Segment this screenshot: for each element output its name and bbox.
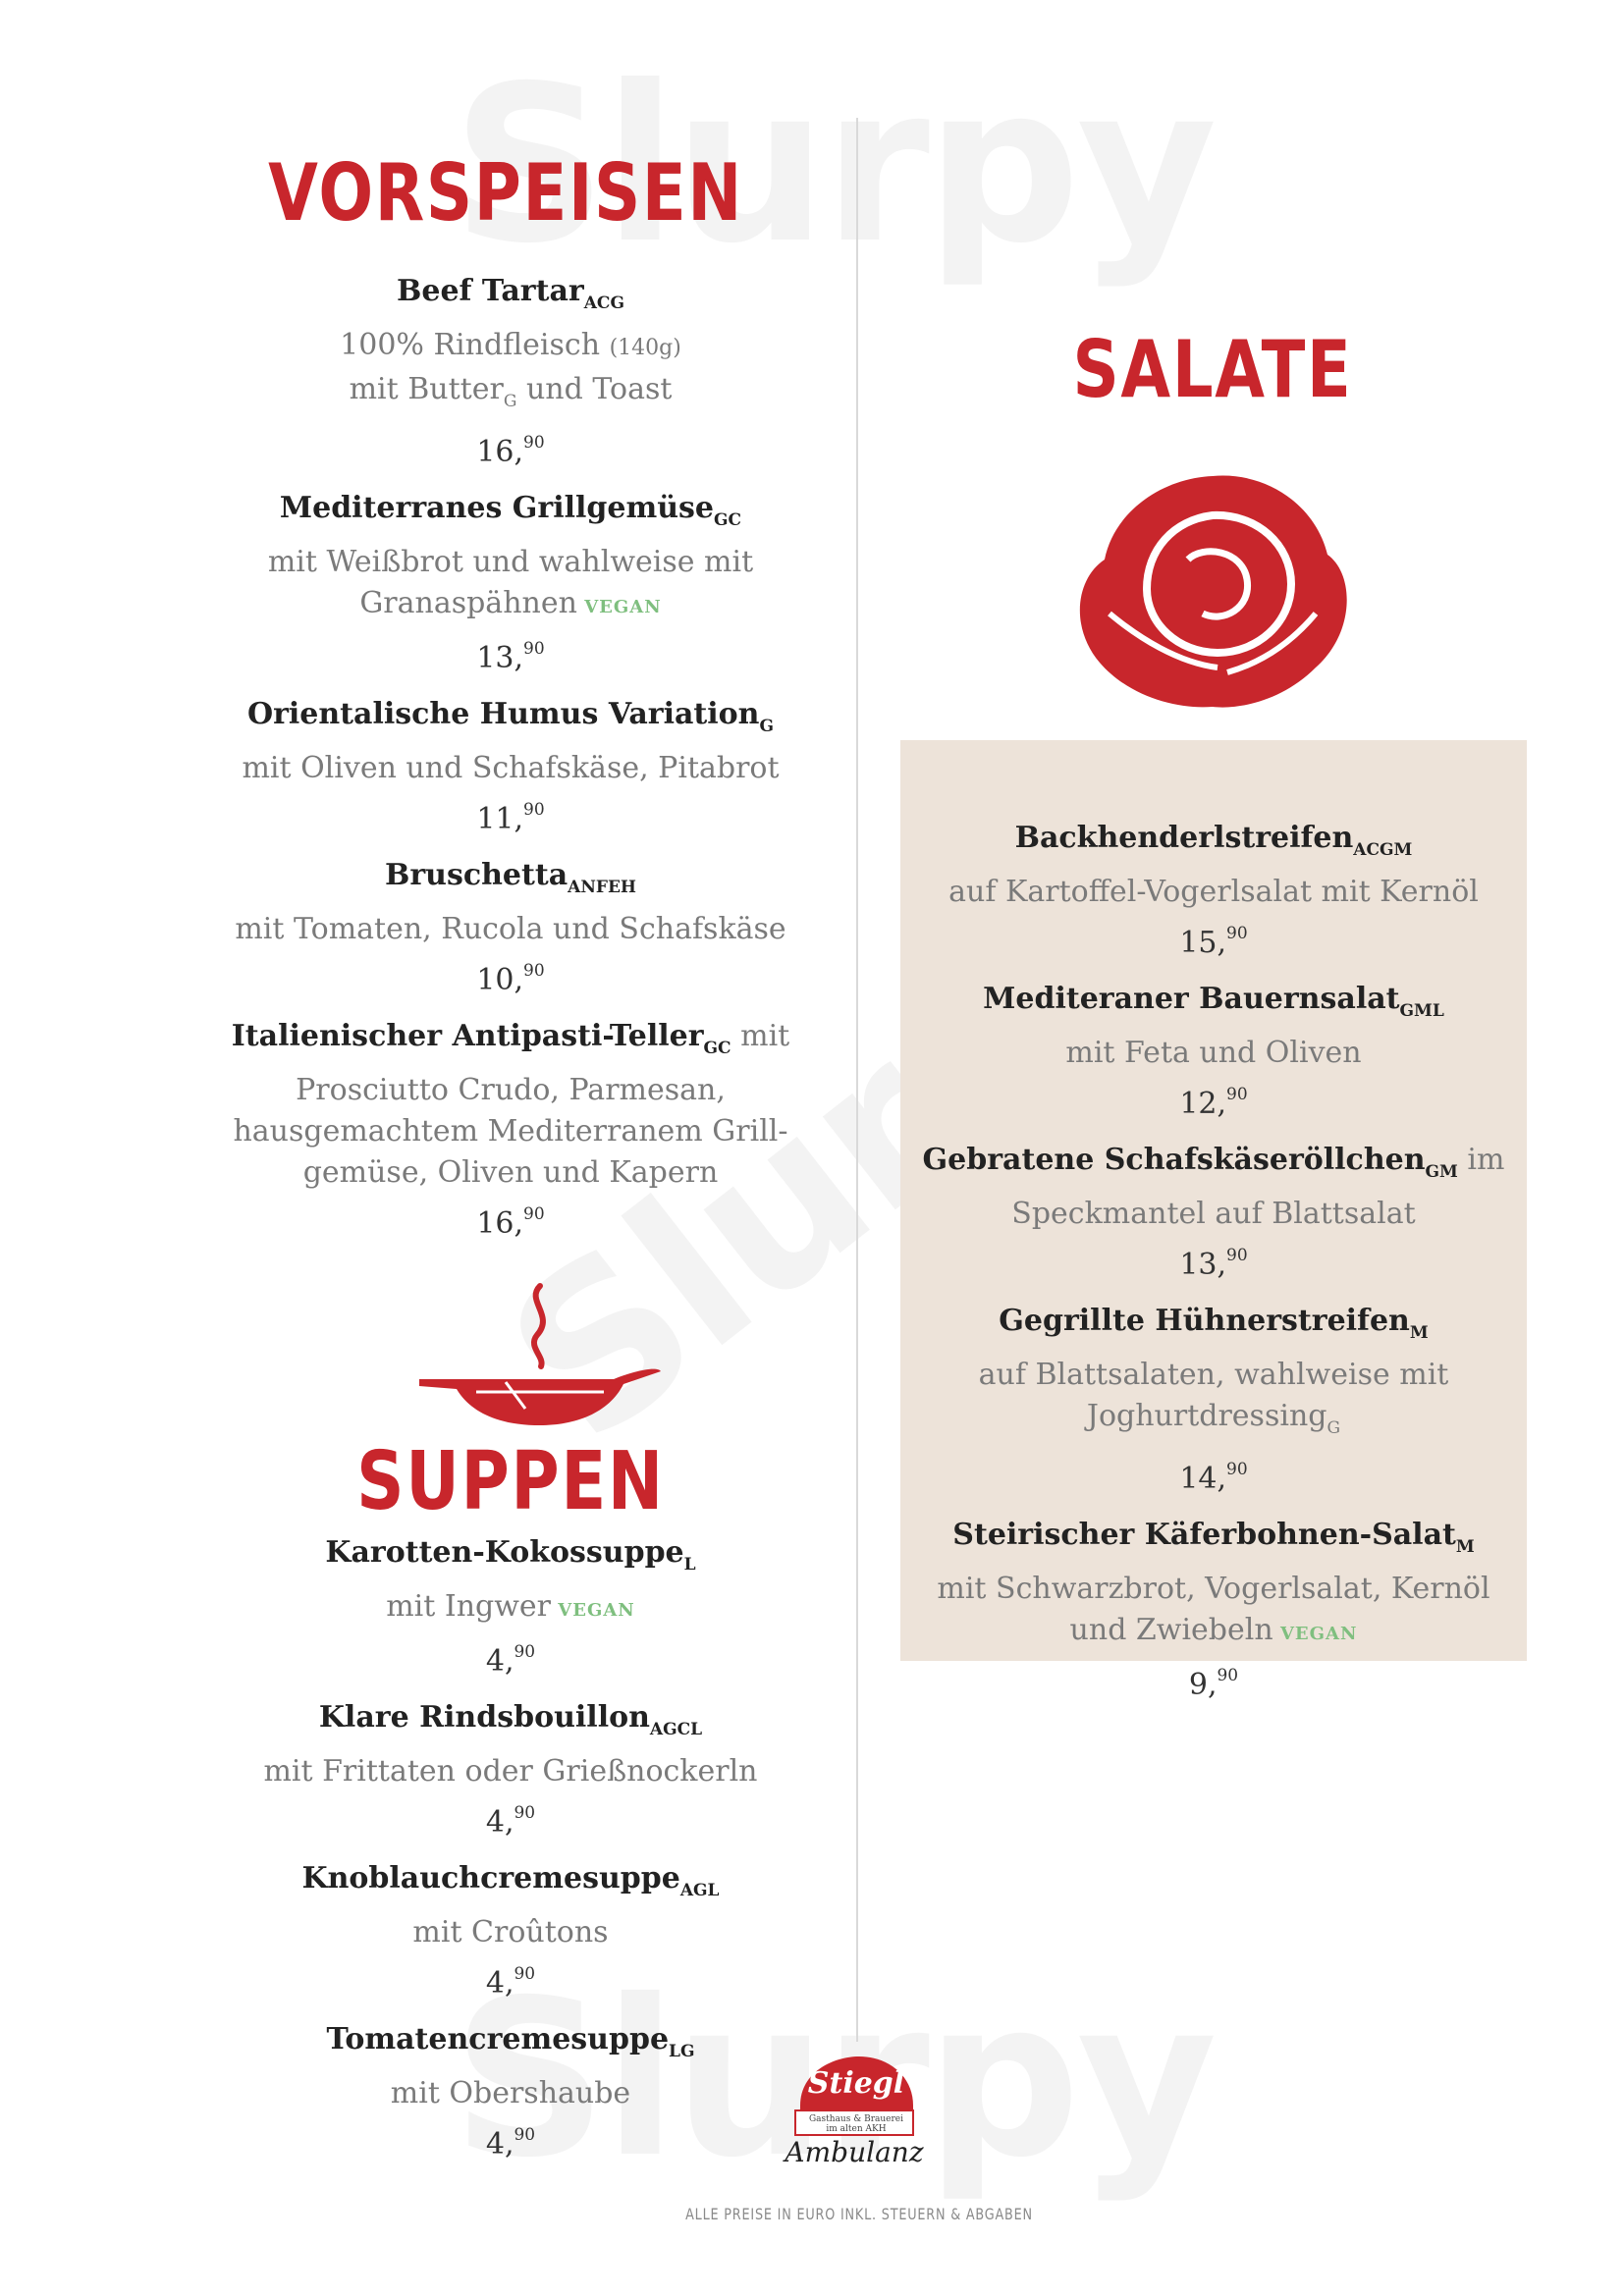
- price-cents: 90: [1226, 1246, 1248, 1265]
- price-cents: 90: [523, 433, 545, 453]
- price-main: 16,: [476, 1206, 524, 1241]
- allergen-code: AGCL: [649, 1720, 703, 1739]
- price-main: 11,: [476, 802, 524, 836]
- rose-icon: [1070, 466, 1355, 712]
- stiegl-badge-icon: [776, 2052, 933, 2169]
- item-title: Mediteraner Bauernsalat: [983, 982, 1400, 1016]
- heading-vorspeisen: VORSPEISEN: [268, 147, 743, 239]
- price-main: 9,: [1188, 1668, 1218, 1702]
- item-title: Steirischer Käferbohnen-Salat: [952, 1518, 1456, 1552]
- item-price: [216, 1792, 805, 1843]
- price-main: 13,: [1179, 1248, 1227, 1282]
- item-price: [216, 789, 805, 840]
- vegan-tag: VEGAN: [1272, 1624, 1358, 1644]
- item-price: [900, 1655, 1527, 1706]
- item-price: [900, 1449, 1527, 1500]
- item-price: [216, 2114, 805, 2165]
- price-main: 16,: [476, 435, 524, 469]
- description-text: mit Croûtons: [412, 1915, 609, 1949]
- description-text: mit Frittaten oder Grießnockerln: [263, 1754, 758, 1789]
- item-title: Gebratene Schafskäseröllchen: [922, 1143, 1426, 1177]
- item-name: [216, 1857, 805, 1912]
- description-text: mit Tomaten, Rucola und Schafskäse: [235, 912, 786, 946]
- price-main: 14,: [1179, 1462, 1227, 1496]
- item-description: [216, 1111, 805, 1152]
- price-cents: 90: [523, 961, 545, 981]
- menu-item: [216, 1857, 805, 2004]
- item-title: Italienischer Antipasti-Teller: [231, 1019, 704, 1053]
- item-description: [216, 583, 805, 628]
- item-description: [216, 542, 805, 583]
- allergen-code: L: [683, 1555, 696, 1575]
- price-cents: 90: [514, 1803, 536, 1823]
- heading-salate: SALATE: [1072, 324, 1353, 415]
- allergen-code: LG: [669, 2042, 695, 2061]
- description-text: auf Blattsalaten, wahlweise mit: [978, 1358, 1449, 1392]
- description-text: gemüse, Oliven und Kapern: [302, 1155, 719, 1190]
- item-description: [216, 1070, 805, 1111]
- description-text: 100% Rindfleisch: [340, 328, 610, 362]
- item-price: [900, 913, 1527, 964]
- description-text: Prosciutto Crudo, Parmesan,: [296, 1073, 726, 1107]
- menu-item: [216, 1015, 805, 1245]
- description-text: hausgemachtem Mediterranem Grill-: [233, 1114, 788, 1148]
- allergen-code: M: [1409, 1323, 1429, 1343]
- item-description: [900, 1033, 1527, 1074]
- item-title: Gegrillte Hühnerstreifen: [999, 1304, 1410, 1338]
- item-description: [216, 2073, 805, 2114]
- item-title: Orientalische Humus Variation: [246, 697, 760, 731]
- description-text: und Zwiebeln: [1069, 1613, 1273, 1647]
- description-text: Joghurtdressing: [1086, 1399, 1327, 1433]
- price-cents: 90: [514, 1642, 536, 1662]
- item-description: [216, 1912, 805, 1953]
- item-title: Beef Tartar: [397, 274, 584, 308]
- logo-sub1: Gasthaus & Brauerei: [808, 2114, 904, 2124]
- item-name-suffix: mit: [731, 1019, 790, 1053]
- footer-note: ALLE PREISE IN EURO INKL. STEUERN & ABGABEN: [685, 2205, 1033, 2223]
- item-title: Backhenderlstreifen: [1014, 821, 1354, 855]
- price-cents: 90: [1226, 1085, 1248, 1104]
- item-description: [216, 1152, 805, 1194]
- menu-item: [216, 487, 805, 679]
- description-text: mit Schwarzbrot, Vogerlsalat, Kernöl: [937, 1572, 1490, 1606]
- allergen-code: AGL: [679, 1881, 720, 1900]
- description-text: auf Kartoffel-Vogerlsalat mit Kernöl: [948, 875, 1479, 909]
- allergen-code: GC: [703, 1039, 731, 1058]
- item-title: Knoblauchcremesuppe: [301, 1861, 680, 1896]
- menu-item: [216, 1531, 805, 1682]
- heading-suppen: SUPPEN: [356, 1435, 665, 1528]
- item-price: [216, 1194, 805, 1245]
- item-name: [216, 487, 805, 542]
- allergen-code: M: [1455, 1537, 1475, 1557]
- item-name: [216, 1696, 805, 1751]
- menu-item: [216, 1696, 805, 1843]
- item-name: [216, 1531, 805, 1586]
- description-text: und Toast: [516, 372, 673, 406]
- item-description: [216, 369, 805, 422]
- price-cents: 90: [1226, 1460, 1248, 1479]
- item-name: [900, 817, 1527, 872]
- menu-item: [216, 2018, 805, 2165]
- price-main: 4,: [485, 1805, 514, 1840]
- menu-item: [900, 1300, 1527, 1500]
- price-cents: 90: [523, 1204, 545, 1224]
- item-title: Karotten-Kokossuppe: [325, 1535, 684, 1570]
- allergen-code: G: [1326, 1418, 1341, 1438]
- allergen-code: ACG: [583, 294, 624, 313]
- price-main: 10,: [476, 963, 524, 997]
- price-main: 12,: [1179, 1087, 1227, 1121]
- column-divider: [856, 118, 858, 2042]
- item-name: [216, 1015, 805, 1070]
- allergen-code: ACGM: [1353, 840, 1413, 860]
- item-price: [900, 1074, 1527, 1125]
- allergen-code: G: [759, 717, 775, 736]
- allergen-code: GM: [1425, 1162, 1458, 1182]
- description-text: mit Ingwer: [386, 1589, 552, 1624]
- menu-item: [216, 693, 805, 840]
- stiegl-ambulanz-logo: [776, 2052, 933, 2173]
- item-name: [900, 1514, 1527, 1569]
- allergen-code: ANFEH: [568, 878, 636, 897]
- item-title: Klare Rindsbouillon: [318, 1700, 650, 1735]
- menu-item: [216, 854, 805, 1001]
- logo-name: Ambulanz: [785, 2136, 924, 2168]
- suppen-list: [216, 1531, 805, 2179]
- item-name: [900, 978, 1527, 1033]
- portion-size: (140g): [609, 336, 681, 360]
- item-description: [900, 872, 1527, 913]
- item-name-suffix: im: [1457, 1143, 1505, 1177]
- allergen-code: GC: [714, 510, 742, 530]
- menu-item: [900, 978, 1527, 1125]
- item-price: [216, 1953, 805, 2004]
- item-price: [216, 422, 805, 473]
- allergen-code: GML: [1399, 1001, 1444, 1021]
- item-price: [216, 1631, 805, 1682]
- vegan-tag: VEGAN: [551, 1600, 635, 1621]
- description-text: mit Butter: [349, 372, 504, 406]
- item-description: [216, 909, 805, 950]
- menu-item: [900, 817, 1527, 964]
- price-main: 4,: [485, 2127, 514, 2162]
- description-text: mit Weißbrot und wahlweise mit: [267, 545, 754, 579]
- price-cents: 90: [514, 1964, 536, 1984]
- price-cents: 90: [523, 639, 545, 659]
- item-title: Mediterranes Grillgemüse: [279, 491, 715, 525]
- item-description: [900, 1569, 1527, 1610]
- item-price: [216, 950, 805, 1001]
- item-description: [900, 1194, 1527, 1235]
- menu-item: [900, 1139, 1527, 1286]
- price-cents: 90: [523, 800, 545, 820]
- description-text: mit Feta und Oliven: [1065, 1036, 1362, 1070]
- item-name: [216, 854, 805, 909]
- description-text: mit Obershaube: [390, 2076, 631, 2110]
- description-text: mit Oliven und Schafskäse, Pitabrot: [242, 751, 780, 785]
- item-description: [900, 1355, 1527, 1396]
- item-name: [900, 1139, 1527, 1194]
- salate-list: [900, 817, 1527, 1720]
- item-description: [900, 1396, 1527, 1449]
- item-name: [900, 1300, 1527, 1355]
- vorspeisen-list: [216, 270, 805, 1258]
- price-main: 4,: [485, 1966, 514, 2001]
- menu-item: [900, 1514, 1527, 1706]
- item-description: [216, 748, 805, 789]
- item-description: [216, 1586, 805, 1631]
- item-description: [216, 1751, 805, 1792]
- price-main: 15,: [1179, 926, 1227, 960]
- item-title: Bruschetta: [384, 858, 568, 892]
- item-name: [216, 2018, 805, 2073]
- soup-bowl-icon: [417, 1276, 663, 1428]
- description-text: Granaspähnen: [359, 586, 577, 620]
- price-cents: 90: [1217, 1666, 1239, 1685]
- logo-brand: Stiegl: [807, 2066, 905, 2101]
- item-name: [216, 270, 805, 325]
- price-main: 4,: [485, 1644, 514, 1679]
- logo-sub2: im alten AKH: [826, 2124, 887, 2134]
- item-name: [216, 693, 805, 748]
- price-cents: 90: [1226, 924, 1248, 943]
- price-cents: 90: [514, 2125, 536, 2145]
- item-price: [900, 1235, 1527, 1286]
- price-main: 13,: [476, 641, 524, 675]
- item-description: [216, 325, 805, 369]
- item-title: Tomatencremesuppe: [326, 2022, 670, 2056]
- allergen-code: G: [503, 392, 517, 411]
- vegan-tag: VEGAN: [576, 597, 662, 617]
- item-description: [900, 1610, 1527, 1655]
- description-text: Speckmantel auf Blattsalat: [1011, 1197, 1416, 1231]
- menu-item: [216, 270, 805, 473]
- item-price: [216, 628, 805, 679]
